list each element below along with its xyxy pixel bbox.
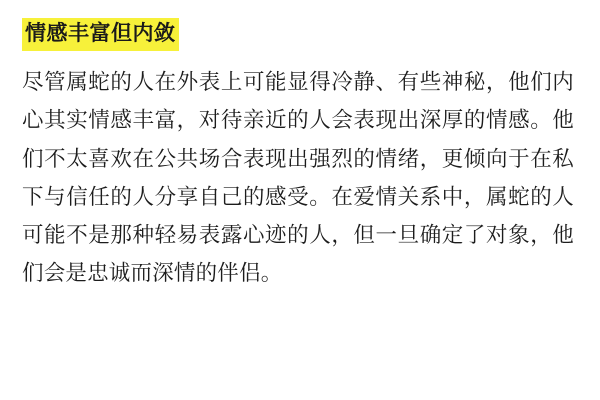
body-paragraph: 尽管属蛇的人在外表上可能显得冷静、有些神秘，他们内心其实情感丰富，对待亲近的人会表现出深厚的情感。他们不太喜欢在公共场合表现出强烈的情绪，更倾向于在私下与信任的人分享自己的感受。在爱情关系中，属蛇的人可能不是那种轻易表露心迹的人，但一旦确定了对象，他们会是忠诚而深情的伴侣。	[22, 70, 574, 286]
heading-row	[22, 18, 578, 51]
section-heading: 情感丰富但内敛	[22, 18, 179, 51]
